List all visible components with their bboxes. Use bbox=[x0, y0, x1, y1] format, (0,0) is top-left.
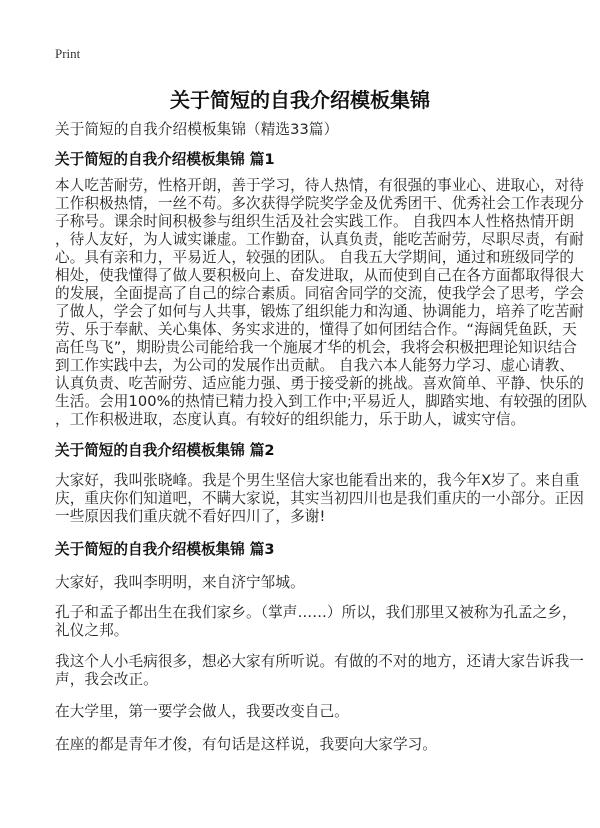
section-3-paragraph-5 bbox=[55, 736, 575, 754]
paragraph-line: 心。具有亲和力，平易近人，较强的团队。 自我五大学期间，通过和班级同学的 bbox=[55, 249, 575, 266]
paragraph-line: 了做人，学会了如何与人共事，锻炼了组织能力和沟通、协调能力，培养了吃苦耐 bbox=[55, 303, 584, 320]
page-title: 关于简短的自我介绍模板集锦 bbox=[170, 88, 430, 112]
paragraph-line: 高任鸟飞”，期盼贵公司能给我一个施展才华的机会，我将会积极把理论知识结合 bbox=[55, 339, 577, 356]
paragraph-line: 大家好，我叫张晓峰。我是个男生坚信大家也能看出来的，我今年X岁了。来自重 bbox=[55, 472, 580, 489]
document-subtitle bbox=[55, 121, 575, 139]
section-heading-1: 关于简短的自我介绍模板集锦 篇1 bbox=[55, 151, 275, 168]
paragraph-line: 大家好，我叫李明明，来自济宁邹城。 bbox=[55, 574, 305, 591]
paragraph-line: 相处，使我懂得了做人要积极向上、奋发进取，从而使到自己在各方面都取得很大 bbox=[55, 267, 584, 284]
paragraph-line: 一些原因我们重庆就不看好四川了，多谢! bbox=[55, 508, 326, 525]
paragraph-line: 声，我会改正。 bbox=[55, 671, 158, 688]
section-3-paragraph-3 bbox=[55, 653, 584, 689]
paragraph-line: 在大学里，第一要学会做人，我要改变自己。 bbox=[55, 703, 349, 720]
subtitle-text: 关于简短的自我介绍模板集锦（精选33篇） bbox=[55, 121, 339, 138]
paragraph-line: ，工作积极进取，态度认真。有较好的组织能力，乐于助人，诚实守信。 bbox=[55, 411, 526, 428]
paragraph-line: 在座的都是青年才俊，有句话是这样说，我要向大家学习。 bbox=[55, 736, 438, 753]
paragraph-line: 我这个人小毛病很多，想必大家有所听说。有做的不对的地方，还请大家告诉我一 bbox=[55, 653, 584, 670]
paragraph-line: 认真负责、吃苦耐劳、适应能力强、勇于接受新的挑战。喜欢简单、平静、快乐的 bbox=[55, 375, 584, 392]
paragraph-line: 的发展，全面提高了自己的综合素质。同宿舍同学的交流，使我学会了思考，学会 bbox=[55, 285, 584, 302]
paragraph-line: 庆，重庆你们知道吧，不瞒大家说，其实当初四川也是我们重庆的一小部分。正因 bbox=[55, 490, 584, 507]
section-heading-2: 关于简短的自我介绍模板集锦 篇2 bbox=[55, 442, 275, 459]
paragraph-line: 劳、乐于奉献、关心集体、务实求进的，懂得了如何团结合作。“海阔凭鱼跃，天 bbox=[55, 321, 577, 338]
paragraph-line: 工作积极热情，一丝不苟。多次获得学院奖学金及优秀团干、优秀社会工作表现分 bbox=[55, 195, 584, 212]
print-link[interactable]: Print bbox=[55, 46, 81, 61]
paragraph-line: 本人吃苦耐劳，性格开朗，善于学习，待人热情，有很强的事业心、进取心，对待 bbox=[55, 177, 584, 194]
paragraph-line: 子称号。课余时间积极参与组织生活及社会实践工作。 自我四本人性格热情开朗 bbox=[55, 213, 575, 230]
section-1-paragraph bbox=[55, 177, 588, 429]
section-3-paragraph-2 bbox=[55, 604, 575, 640]
paragraph-line: 到工作实践中去，为公司的发展作出贡献。 自我六本人能努力学习、虚心请教、 bbox=[55, 357, 575, 374]
section-3-paragraph-1 bbox=[55, 574, 575, 592]
paragraph-line: ，待人友好，为人诚实谦虚。工作勤奋，认真负责，能吃苦耐劳，尽职尽责，有耐 bbox=[55, 231, 584, 248]
paragraph-line: 孔子和孟子都出生在我们家乡。（掌声……）所以，我们那里又被称为孔孟之乡， bbox=[55, 604, 577, 621]
section-3-paragraph-4 bbox=[55, 703, 575, 721]
section-heading-3: 关于简短的自我介绍模板集锦 篇3 bbox=[55, 541, 275, 558]
section-2-paragraph bbox=[55, 472, 584, 526]
paragraph-line: 生活。会用100%的热情已精力投入到工作中;平易近人，脚踏实地、有较强的团队 bbox=[55, 393, 588, 410]
paragraph-line: 礼仪之邦。 bbox=[55, 622, 129, 639]
